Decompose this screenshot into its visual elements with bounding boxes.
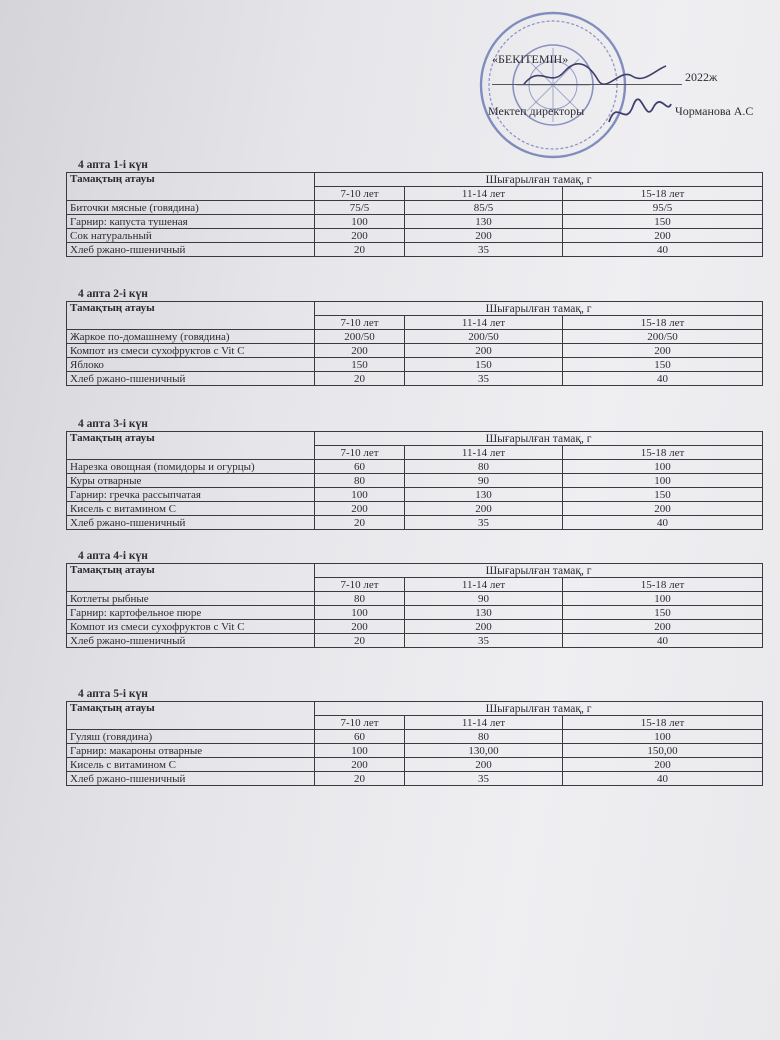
portion-value: 20 bbox=[315, 772, 405, 786]
dish-name: Куры отварные bbox=[67, 474, 315, 488]
table-row bbox=[67, 606, 763, 620]
table-row bbox=[67, 344, 763, 358]
portion-value: 75/5 bbox=[315, 201, 405, 215]
column-header-portion: Шығарылған тамақ, г bbox=[315, 564, 763, 578]
portion-value: 80 bbox=[315, 592, 405, 606]
portion-value: 200 bbox=[405, 758, 563, 772]
age-group-header: 15-18 лет bbox=[563, 716, 763, 730]
column-header-portion: Шығарылған тамақ, г bbox=[315, 173, 763, 187]
portion-value: 150 bbox=[563, 215, 763, 229]
table-row bbox=[67, 502, 763, 516]
portion-value: 200/50 bbox=[405, 330, 563, 344]
dish-name: Хлеб ржано-пшеничный bbox=[67, 372, 315, 386]
dish-name: Хлеб ржано-пшеничный bbox=[67, 772, 315, 786]
dish-name: Гарнир: гречка рассыпчатая bbox=[67, 488, 315, 502]
dish-name: Хлеб ржано-пшеничный bbox=[67, 243, 315, 257]
dish-name: Кисель с витамином С bbox=[67, 502, 315, 516]
column-header-name: Тамақтың атауы bbox=[67, 173, 315, 201]
portion-value: 150 bbox=[405, 358, 563, 372]
table-row bbox=[67, 372, 763, 386]
day-section-1 bbox=[66, 158, 762, 257]
portion-value: 200 bbox=[315, 229, 405, 243]
portion-value: 35 bbox=[405, 772, 563, 786]
portion-value: 200 bbox=[315, 502, 405, 516]
portion-value: 200 bbox=[405, 229, 563, 243]
age-group-header: 11-14 лет bbox=[405, 187, 563, 201]
portion-value: 85/5 bbox=[405, 201, 563, 215]
portion-value: 100 bbox=[563, 474, 763, 488]
table-row bbox=[67, 592, 763, 606]
portion-value: 100 bbox=[315, 488, 405, 502]
portion-value: 130 bbox=[405, 606, 563, 620]
table-row bbox=[67, 330, 763, 344]
portion-value: 35 bbox=[405, 634, 563, 648]
day-title: 4 апта 1-і күн bbox=[78, 159, 148, 171]
portion-value: 150,00 bbox=[563, 744, 763, 758]
day-section-2 bbox=[66, 287, 762, 386]
dish-name: Яблоко bbox=[67, 358, 315, 372]
approve-label: «БЕКІТЕМІН» bbox=[492, 52, 569, 66]
portion-value: 95/5 bbox=[563, 201, 763, 215]
dish-name: Жаркое по-домашнему (говядина) bbox=[67, 330, 315, 344]
portion-value: 80 bbox=[405, 730, 563, 744]
dish-name: Гуляш (говядина) bbox=[67, 730, 315, 744]
table-row bbox=[67, 744, 763, 758]
portion-value: 90 bbox=[405, 592, 563, 606]
age-group-header: 15-18 лет bbox=[563, 446, 763, 460]
dish-name: Гарнир: макароны отварные bbox=[67, 744, 315, 758]
age-group-header: 7-10 лет bbox=[315, 316, 405, 330]
header-row bbox=[67, 432, 763, 446]
portion-value: 40 bbox=[563, 243, 763, 257]
age-group-header: 7-10 лет bbox=[315, 187, 405, 201]
portion-value: 20 bbox=[315, 634, 405, 648]
portion-value: 200 bbox=[563, 344, 763, 358]
dish-name: Котлеты рыбные bbox=[67, 592, 315, 606]
portion-value: 35 bbox=[405, 372, 563, 386]
portion-value: 80 bbox=[405, 460, 563, 474]
table-row bbox=[67, 229, 763, 243]
portion-value: 150 bbox=[315, 358, 405, 372]
day-title: 4 апта 3-і күн bbox=[78, 418, 148, 430]
table-row bbox=[67, 488, 763, 502]
column-header-portion: Шығарылған тамақ, г bbox=[315, 302, 763, 316]
table-row bbox=[67, 358, 763, 372]
age-group-header: 11-14 лет bbox=[405, 446, 563, 460]
portion-value: 40 bbox=[563, 772, 763, 786]
menu-table bbox=[66, 701, 763, 786]
dish-name: Биточки мясные (говядина) bbox=[67, 201, 315, 215]
portion-value: 80 bbox=[315, 474, 405, 488]
table-row bbox=[67, 201, 763, 215]
table-row bbox=[67, 634, 763, 648]
portion-value: 20 bbox=[315, 372, 405, 386]
portion-value: 40 bbox=[563, 372, 763, 386]
portion-value: 100 bbox=[563, 592, 763, 606]
menu-table bbox=[66, 301, 763, 386]
dish-name: Кисель с витамином С bbox=[67, 758, 315, 772]
dish-name: Компот из смеси сухофруктов с Vit C bbox=[67, 344, 315, 358]
menu-table bbox=[66, 172, 763, 257]
header-row bbox=[67, 302, 763, 316]
header-row bbox=[67, 173, 763, 187]
menu-table bbox=[66, 431, 763, 530]
age-group-header: 11-14 лет bbox=[405, 316, 563, 330]
table-row bbox=[67, 730, 763, 744]
portion-value: 130 bbox=[405, 215, 563, 229]
portion-value: 40 bbox=[563, 634, 763, 648]
age-group-header: 7-10 лет bbox=[315, 446, 405, 460]
table-row bbox=[67, 758, 763, 772]
age-group-header: 7-10 лет bbox=[315, 716, 405, 730]
table-row bbox=[67, 620, 763, 634]
portion-value: 150 bbox=[563, 488, 763, 502]
portion-value: 100 bbox=[563, 460, 763, 474]
portion-value: 200 bbox=[405, 344, 563, 358]
portion-value: 200 bbox=[405, 620, 563, 634]
day-title: 4 апта 2-і күн bbox=[78, 288, 148, 300]
portion-value: 130,00 bbox=[405, 744, 563, 758]
dish-name: Гарнир: картофельное пюре bbox=[67, 606, 315, 620]
column-header-name: Тамақтың атауы bbox=[67, 432, 315, 460]
dish-name: Сок натуральный bbox=[67, 229, 315, 243]
age-group-header: 15-18 лет bbox=[563, 578, 763, 592]
portion-value: 60 bbox=[315, 730, 405, 744]
portion-value: 20 bbox=[315, 516, 405, 530]
portion-value: 35 bbox=[405, 243, 563, 257]
dish-name: Хлеб ржано-пшеничный bbox=[67, 634, 315, 648]
age-group-header: 15-18 лет bbox=[563, 187, 763, 201]
portion-value: 150 bbox=[563, 606, 763, 620]
signature-director bbox=[605, 94, 675, 130]
portion-value: 200 bbox=[563, 229, 763, 243]
year-suffix: 2022ж bbox=[685, 70, 718, 84]
portion-value: 200 bbox=[563, 620, 763, 634]
dish-name: Гарнир: капуста тушеная bbox=[67, 215, 315, 229]
portion-value: 200/50 bbox=[563, 330, 763, 344]
table-row bbox=[67, 215, 763, 229]
portion-value: 150 bbox=[563, 358, 763, 372]
portion-value: 200 bbox=[405, 502, 563, 516]
age-group-header: 15-18 лет bbox=[563, 316, 763, 330]
table-row bbox=[67, 772, 763, 786]
day-section-5 bbox=[66, 687, 762, 786]
portion-value: 200 bbox=[315, 344, 405, 358]
portion-value: 35 bbox=[405, 516, 563, 530]
day-section-4 bbox=[66, 549, 762, 648]
portion-value: 200 bbox=[563, 502, 763, 516]
portion-value: 100 bbox=[315, 744, 405, 758]
header-row bbox=[67, 702, 763, 716]
menu-table bbox=[66, 563, 763, 648]
column-header-portion: Шығарылған тамақ, г bbox=[315, 432, 763, 446]
portion-value: 60 bbox=[315, 460, 405, 474]
director-name: Чорманова А.С bbox=[675, 104, 754, 118]
portion-value: 90 bbox=[405, 474, 563, 488]
dish-name: Компот из смеси сухофруктов с Vit C bbox=[67, 620, 315, 634]
table-row bbox=[67, 460, 763, 474]
portion-value: 200/50 bbox=[315, 330, 405, 344]
table-row bbox=[67, 516, 763, 530]
column-header-name: Тамақтың атауы bbox=[67, 702, 315, 730]
day-section-3 bbox=[66, 417, 762, 530]
portion-value: 200 bbox=[315, 758, 405, 772]
column-header-name: Тамақтың атауы bbox=[67, 302, 315, 330]
portion-value: 130 bbox=[405, 488, 563, 502]
portion-value: 100 bbox=[315, 606, 405, 620]
portion-value: 40 bbox=[563, 516, 763, 530]
column-header-name: Тамақтың атауы bbox=[67, 564, 315, 592]
signature-top bbox=[520, 58, 670, 94]
day-title: 4 апта 4-і күн bbox=[78, 550, 148, 562]
portion-value: 200 bbox=[315, 620, 405, 634]
portion-value: 100 bbox=[315, 215, 405, 229]
age-group-header: 11-14 лет bbox=[405, 716, 563, 730]
header-row bbox=[67, 564, 763, 578]
age-group-header: 11-14 лет bbox=[405, 578, 563, 592]
portion-value: 20 bbox=[315, 243, 405, 257]
portion-value: 200 bbox=[563, 758, 763, 772]
portion-value: 100 bbox=[563, 730, 763, 744]
age-group-header: 7-10 лет bbox=[315, 578, 405, 592]
day-title: 4 апта 5-і күн bbox=[78, 688, 148, 700]
director-label: Мектеп директоры bbox=[488, 104, 585, 118]
dish-name: Нарезка овощная (помидоры и огурцы) bbox=[67, 460, 315, 474]
table-row bbox=[67, 243, 763, 257]
table-row bbox=[67, 474, 763, 488]
dish-name: Хлеб ржано-пшеничный bbox=[67, 516, 315, 530]
column-header-portion: Шығарылған тамақ, г bbox=[315, 702, 763, 716]
